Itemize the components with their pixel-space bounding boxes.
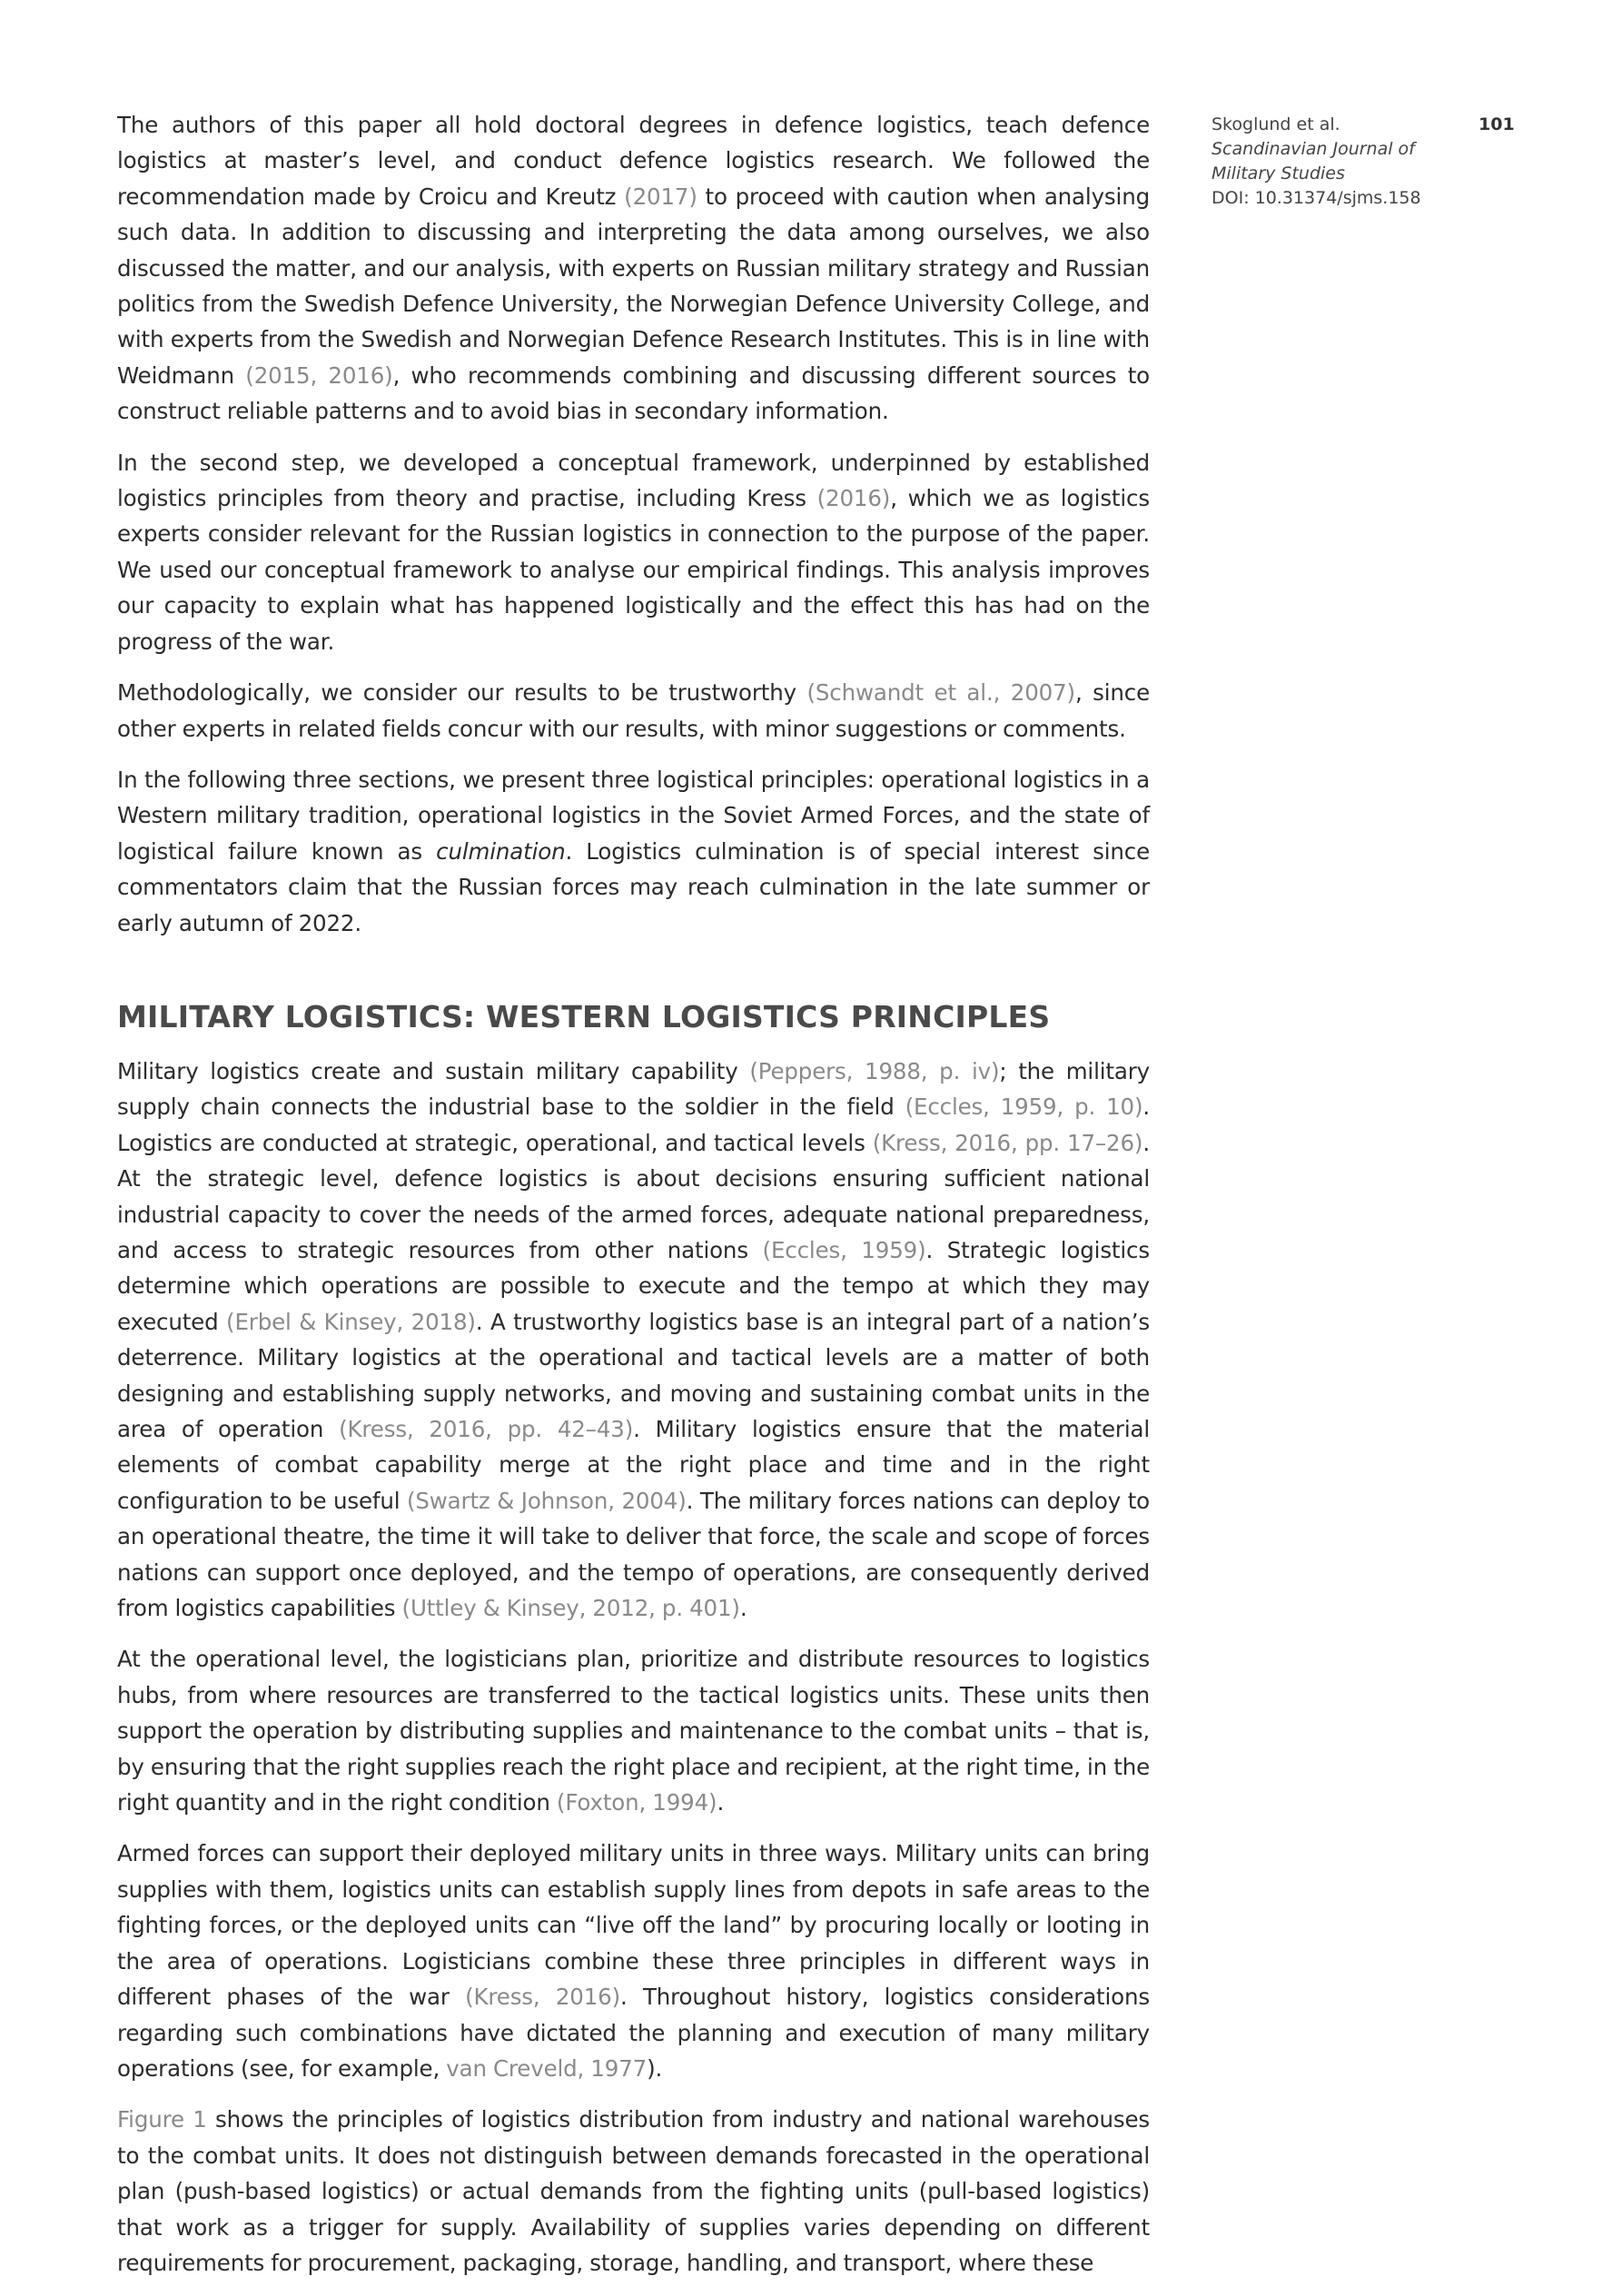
- citation-link[interactable]: (Schwandt et al., 2007): [806, 679, 1075, 707]
- citation-link[interactable]: (Foxton, 1994): [556, 1789, 717, 1816]
- paragraph-figure-description: [117, 2102, 1150, 2281]
- text: to proceed with caution when analysing such data. In addition to discussing and interpreting the data among ourselves, we also discussed the matter, and our analysis, with experts on Russian military strategy and Russian politics from the Swedish Defence University, the Norwegian Defence University College, and with experts from the Swedish and Norwegian Defence Research Institutes. This is in line with Weidmann: [117, 183, 1150, 389]
- text: shows the principles of logistics distribution from industry and national warehouses to the combat units. It does not distinguish between demands forecasted in the operational plan (push-based logistics) or actual demands from the fighting units (pull-based logistics) that work as a trigger for supply. Availability of supplies varies depending on different requirements for procurement, packaging, storage, handling, and transport, where these: [117, 2106, 1150, 2276]
- text: Armed forces can support their deployed military units in three ways. Military units can bring supplies with them, logistics units can establish supply lines from depots in safe areas to the fighting forces, or the deployed units can “live off the land” by procuring locally or looting in the area of operations. Logisticians combine these three principles in different ways in different phases of the war: [117, 1840, 1150, 2011]
- text: ).: [647, 2054, 663, 2082]
- text: The authors of this paper all hold doctoral degrees in defence logistics, teach defence logistics at master’s level, and conduct defence logistics research. We followed the recommendation made by Croicu and Kreutz: [117, 112, 1150, 210]
- text: . Logistics are conducted at strategic, operational, and tactical levels: [117, 1094, 1150, 1156]
- paragraph-military-logistics: [117, 1054, 1150, 1627]
- citation-link[interactable]: (Swartz & Johnson, 2004): [406, 1487, 687, 1514]
- text: . Logistics culmination is of special interest since commentators claim that the Russian forces may reach culmination in the late summer or early autumn of 2022.: [117, 837, 1150, 936]
- text: . Throughout history, logistics considerations regarding such combinations have dictated the planning and execution of many military operations (see, for example,: [117, 1984, 1150, 2082]
- text: Military logistics create and sustain military capability: [117, 1057, 750, 1084]
- paragraph-trustworthiness: [117, 675, 1150, 747]
- citation-link[interactable]: (Erbel & Kinsey, 2018): [226, 1308, 476, 1335]
- citation-link[interactable]: (Peppers, 1988, p. iv): [749, 1057, 1000, 1084]
- paragraph-methods-experts: [117, 107, 1150, 430]
- running-header-journal: [1212, 137, 1520, 186]
- citation-link[interactable]: (2017): [624, 183, 697, 210]
- text: .: [717, 1789, 725, 1816]
- running-header-authors: Skoglund et al.: [1212, 114, 1340, 134]
- citation-link[interactable]: van Creveld, 1977: [446, 2054, 648, 2082]
- citation-link[interactable]: (Eccles, 1959, p. 10): [905, 1094, 1143, 1121]
- text: ; the military supply chain connects the industrial base to the soldier in the field: [117, 1057, 1150, 1121]
- emphasis-term: culmination: [436, 837, 566, 865]
- running-header-doi: DOI: 10.31374/sjms.158: [1212, 188, 1421, 208]
- running-header: [1212, 113, 1520, 211]
- text: At the operational level, the logisticians plan, prioritize and distribute resources to logistics hubs, from where resources are transferred to the tactical logistics units. These units then support the operation by distributing supplies and maintenance to the combat units – that is, by ensuring that the right supplies reach the right place and recipient, at the right time, in the right quantity and in the right condition: [117, 1646, 1150, 1816]
- journal-name-line1: Scandinavian Journal of: [1212, 139, 1415, 159]
- article-body: [117, 107, 1150, 2296]
- text: .: [739, 1595, 747, 1622]
- page-number: 101: [1479, 114, 1515, 134]
- journal-name-line2: Military Studies: [1212, 163, 1345, 183]
- citation-link[interactable]: (2015, 2016): [245, 361, 393, 389]
- paragraph-operational-level: [117, 1641, 1150, 1820]
- text: In the following three sections, we present three logistical principles: operational logistics in a Western military tradition, operational logistics in the Soviet Armed Forces, and the state of logistical failure known as: [117, 766, 1150, 865]
- text: , since other experts in related fields concur with our results, with minor suggestions or comments.: [117, 679, 1151, 742]
- text: . The military forces nations can deploy to an operational theatre, the time it will take to deliver that force, the scale and scope of forces nations can support once deployed, and the tempo of operations, are consequently derived from logistics capabilities: [117, 1487, 1151, 1622]
- citation-link[interactable]: (Kress, 2016, pp. 17–26): [872, 1129, 1143, 1156]
- citation-link[interactable]: (Eccles, 1959): [762, 1236, 926, 1263]
- citation-link[interactable]: (Kress, 2016): [465, 1984, 621, 2011]
- text: , who recommends combining and discussing different sources to construct reliable patterns and to avoid bias in secondary information.: [117, 361, 1150, 425]
- figure-reference-link[interactable]: Figure 1: [117, 2106, 207, 2133]
- citation-link[interactable]: (2016): [816, 485, 891, 512]
- paragraph-conceptual-framework: [117, 445, 1150, 659]
- citation-link[interactable]: (Uttley & Kinsey, 2012, p. 401): [401, 1595, 740, 1622]
- text: . Military logistics ensure that the material elements of combat capability merge at the right place and time and in the right configuration to be useful: [117, 1416, 1150, 1514]
- paragraph-three-principles: [117, 762, 1150, 941]
- text: In the second step, we developed a conceptual framework, underpinned by established logistics principles from theory and practise, including Kress: [117, 449, 1150, 512]
- paragraph-support-methods: [117, 1836, 1150, 2086]
- text: Methodologically, we consider our results to be trustworthy: [117, 679, 807, 707]
- text: . At the strategic level, defence logistics is about decisions ensuring sufficient national industrial capacity to cover the needs of the armed forces, adequate national preparedness, and access to strategic resources from other nations: [117, 1129, 1150, 1263]
- text: , which we as logistics experts consider relevant for the Russian logistics in connection to the purpose of the paper. We used our conceptual framework to analyse our empirical findings. This analysis improves our capacity to explain what has happened logistically and the effect this has had on the progress of the war.: [117, 485, 1150, 655]
- text: . A trustworthy logistics base is an integral part of a nation’s deterrence. Military logistics at the operational and tactical levels are a matter of both designing and establishing supply networks, and moving and sustaining combat units in the area of operation: [117, 1308, 1150, 1442]
- section-heading: MILITARY LOGISTICS: WESTERN LOGISTICS PRINCIPLES: [117, 998, 1051, 1034]
- citation-link[interactable]: (Kress, 2016, pp. 42–43): [339, 1416, 634, 1442]
- text: . Strategic logistics determine which operations are possible to execute and the tempo at which they may executed: [117, 1236, 1150, 1335]
